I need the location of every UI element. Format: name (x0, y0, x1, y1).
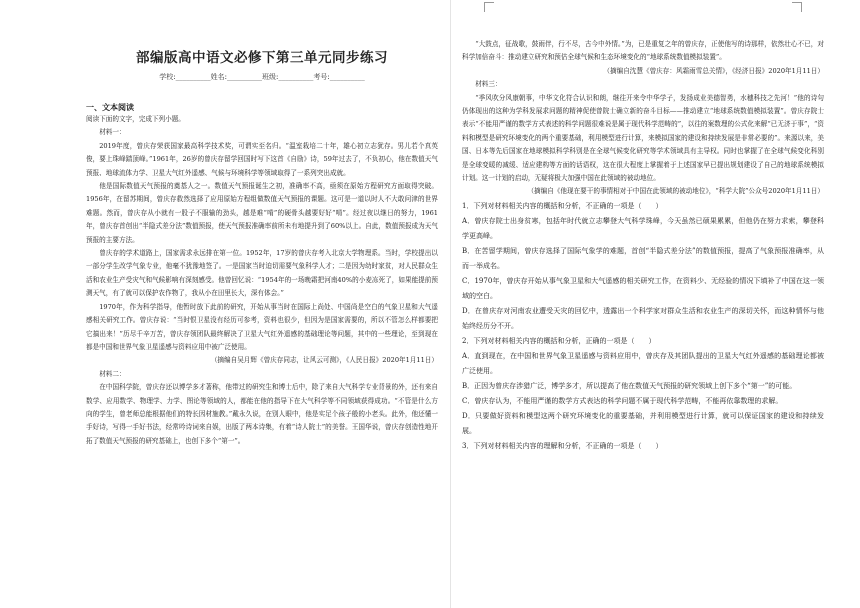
material-1-label: 材料一： (99, 128, 126, 137)
material-1-paragraph-2: 他是国际数值天气预报的奠基人之一。数值天气预报诞生之初，准确率不高，亟须在原始方程研究方面取得突破。1956年，在留苏期间，曾庆存救然选择了应用原始方程组做数值天气预报的课题。这可是一道以时人不大敢问津的世界难题。然而，曾庆存从小就有一股子不服输的劲头，越是难“啃”的硬骨头越要好好“啃”。经过夜以继日的努力，1961年，曾庆存首创出“半隐式差分法”数值预报，使天气预报准确率前所未有地提升到了60%以上。自此，数值预报成为天气预报的主要方法。 (86, 182, 438, 244)
question-1-option-a: A．曾庆存院士出身贫寒，包括年时代就立志攀登大气科学珠峰，今天虽然已硕果累累，但他仍在努力求索，攀登科学更高峰。 (462, 216, 824, 240)
question-1-option-d: D．在曾庆存对河南农业遭受天灾的回忆中，透露出一个科学家对群众生活和农业生产的深切关怀，而这种情怀与他始终经历分不开。 (462, 306, 824, 330)
student-info-line: 学校:__________姓名:__________班级:__________考号:__________ (159, 73, 365, 81)
question-3: 3．下列对材料相关内容的理解和分析，不正确的一项是（ ） (462, 441, 663, 450)
material-3-paragraph: “季风吹分风康朝事，中华文化符合认识和朗，继往开来令中华学子，发扬成业美德智勇，水穗科技之先河！”他的诗句仍体现出的这种为学科发展求问题的精神促使曾院士确立新的奋斗目标——推动建立“地球系统数值模拟装置”。曾庆存院士表示“不能用严谨的数学方式表述的科学问题很难说是属于现代科学范畴的”，以往的案数理的公式化来解“已无济于事”，“资料和模型是研究环境变化的两个重要基础，利用模型进行计算，来模拟国家的建设和持续发展是非常必要的”。来源以来，美国、日本等先后国家在地球模拟科学科别是在全球气候变化研究等学术领域具有主导权。同时也掌握了在全球气候变化科别是全球变暖的减缓、适应建构等方面的话语权，这在很大程度上掌握着于上述国家早已提出规划建设了自己的地球系统模拟计划。这一计划的启动，无疑将极大加强中国在此领域的被动地位。 (462, 93, 824, 183)
question-2-option-d: D．只要做好资料和模型这两个研究环境变化的重要基础，并利用模型进行计算，就可以保证国家的建设和持续发展。 (462, 411, 824, 435)
question-1: 1．下列对材料相关内容的概括和分析，不正确的一项是（ ） (462, 201, 663, 210)
page-title: 部编版高中语文必修下第三单元同步练习 (136, 50, 388, 66)
reading-instruction: 阅读下面的文字，完成下列小题。 (86, 115, 185, 123)
question-2-option-c: C．曾庆存认为，不能用严谨的数学方式表达的科学问题不属于现代科学范畴，不能再依靠数理的求解。 (462, 396, 783, 405)
material-1-paragraph-3: 曾庆存的学术道路上，国家需求永远排在第一位。1952年，17岁的曾庆存考入北京大学物理系。当时，学校提出以一部分学生改学气象专业，他毫不犹豫地签了。一是国家当时迫切需要气象科学人才；二是因为幼时家贫，对人民群众生活和农业生产受灾气和气候影响有深刻感受。他曾回忆说：“1954年的一场晚霜把河南40%的小麦冻死了，如果能提前预测天气，有了就可以保护农作物了，我从小在田里长大，深有体会。” (86, 249, 438, 298)
material-3-label: 材料三： (475, 80, 502, 89)
question-2: 2．下列对材料相关内容的概括和分析，正确的一项是（ ） (462, 336, 656, 345)
material-3-source: （摘编自《他现在要干的事情相对于中国在此领域的被动地位》，“科学大院”公众号2020年1月11日） (527, 187, 824, 196)
section-heading: 一、文本阅读 (86, 102, 134, 112)
corner-mark (484, 2, 494, 12)
material-1-source: （摘编自吴月辉《曾庆存同志，让风云可测》，《人民日报》2020年1月11日） (210, 356, 438, 365)
material-1-paragraph-1: 2019年度，曾庆存荣获国家最高科学技术奖，可谓实至名归。“温室栽培二十年，雄心初立志犹存。男儿若个真英俊，要上珠峰踏顶峰。”1961年，26岁的曾庆存留学回国时写下这首《自励》诗，59年过去了，不负初心，他在数值天气预报、地球流体力学、卫星大气红外遥感、气候与环境科学等领域取得了一系列突出成就。 (86, 141, 438, 177)
question-1-option-c: C．1970年，曾庆存开始从事气象卫星和大气遥感的相关研究工作，在资料少、无经验的情况下填补了中国在这一领域的空白。 (462, 276, 824, 300)
right-column (462, 0, 824, 608)
question-1-option-b: B．在苦留学期间，曾庆存选择了国际气象学的难题，首创“半隐式差分法”的数值预报，提高了气象预报准确率，从而一举成名。 (462, 246, 824, 270)
left-column (86, 0, 438, 608)
material-2-source: （摘编自沈慧《曾庆存：风霜雨雪总关情》，《经济日报》2020年1月11日） (603, 66, 824, 75)
material-2-label: 材料二： (99, 369, 126, 378)
question-2-option-a: A．直到现在，在中国和世界气象卫星遥感与资料应用中，曾庆存及其团队提出的卫星大气红外遥感的基础理论都被广泛使用。 (462, 351, 824, 375)
material-2-paragraph-1: 在中国科学院，曾庆存还以博学多才著称，他带过的研究生和博士后中，除了来自大气科学专业背景的外，还有来自数学、应用数学、物理学、力学、图论等领域的人，都能在他的指导下在大气科学等不同领域获得成功。“不管是什么方向的学生，曾老师总能根据他们的特长因材施教。”戴永久说，在别人眼中，他是实足个孩子般的小老头。此外，他还懂一手好诗，写得一手好书法，经常吟诗词来自娱，出版了两本诗集，有着“诗人院士”的美誉。王国华说，曾庆存创造性地开拓了数值天气预报的研究基础上，也创下多个“第一”。 (86, 383, 438, 445)
question-2-option-b: B．正因为曾庆存涉猎广泛，博学多才，所以提高了他在数值天气预报的研究领域上创下多个“第一”的可能。 (462, 381, 797, 390)
corner-mark (792, 2, 802, 12)
material-1-paragraph-4: 1970年，作为科学指导，他暂时放下此前的研究，开始从事当时在国际上尚处、中国尚是空白的气象卫星和大气遥感相关研究工作。曾庆存说：“当时恨卫星没有经历可参考，资料也很少，但因为是国家需要的，所以不管怎么样都要把它搞出来！”历尽千辛万苦，曾庆存领团队最终解决了卫星大气红外遥感的基础理论等问题，其中的一些理论，至到现在都是中国和世界气象卫星遥感与资料应用中被广泛使用。 (86, 302, 438, 351)
column-divider (450, 0, 451, 608)
material-2-paragraph-2: “大鼓点，征战歌，鼓雨伴，行不尽，古今中外情。”为，已是重复之年的曾庆存，正使他写的诗那样，依然壮心不已，对科学加倍奋斗：推动建立研究和预估全球气候和生态环境变化的“地球系统数值模拟装置”。 (462, 40, 824, 62)
